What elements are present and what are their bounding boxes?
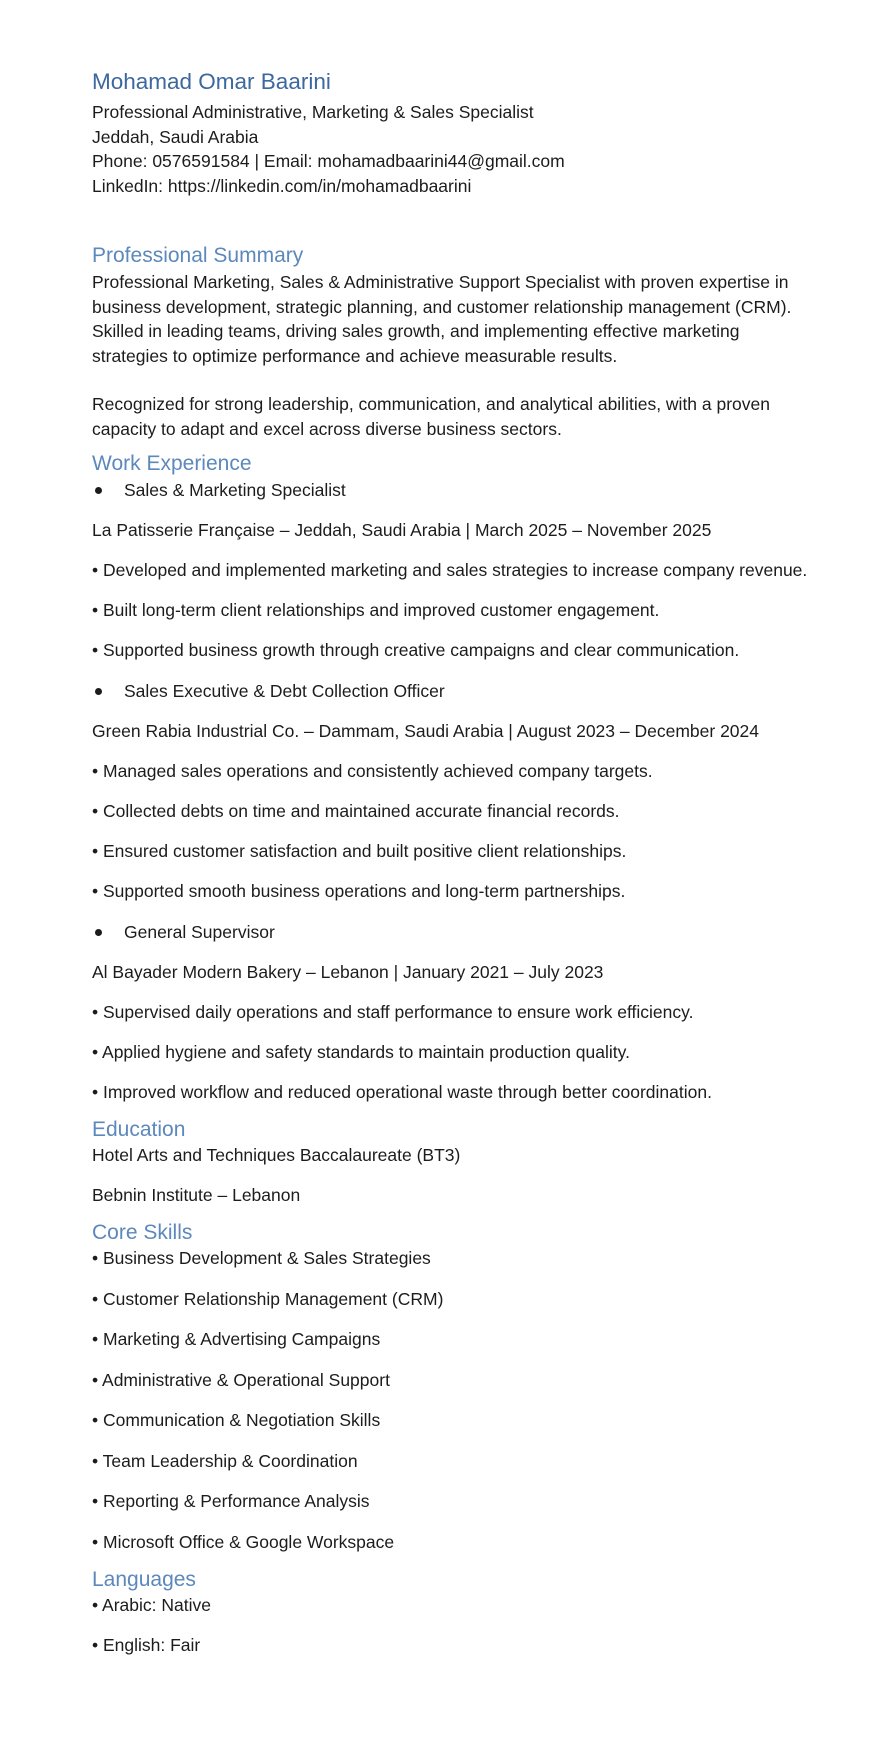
- summary-paragraph: Professional Marketing, Sales & Administrative Support Specialist with proven expertise in business development, strategic planning, and customer relationship management (CRM). Skilled in leading teams, driving sales growth, and implementing effective marketing strategies to optimize performance and achieve measurable results.: [92, 272, 792, 366]
- job-bullet: • Ensured customer satisfaction and built positive client relationships.: [92, 841, 627, 861]
- job-entry: [92, 478, 814, 662]
- job-company: Green Rabia Industrial Co. – Dammam, Saudi Arabia | August 2023 – December 2024: [92, 721, 759, 741]
- spacer: [92, 1207, 814, 1219]
- job-bullet: • Supervised daily operations and staff performance to ensure work efficiency.: [92, 1002, 694, 1022]
- job-bullet: • Built long-term client relationships and improved customer engagement.: [92, 600, 660, 620]
- candidate-title: Professional Administrative, Marketing & Sales Specialist: [92, 102, 534, 122]
- skill-item: • Administrative & Operational Support: [92, 1369, 390, 1390]
- job-bullet: • Collected debts on time and maintained accurate financial records.: [92, 801, 620, 821]
- job-entry: [92, 679, 814, 903]
- job-title: [92, 478, 814, 502]
- spacer: [92, 441, 814, 450]
- skill-item: • Communication & Negotiation Skills: [92, 1410, 381, 1430]
- candidate-name: Mohamad Omar Baarini: [92, 69, 331, 94]
- job-bullet: • Developed and implemented marketing and sales strategies to increase company revenue.: [92, 560, 808, 580]
- skill-item: • Customer Relationship Management (CRM): [92, 1288, 444, 1309]
- job-bullet: • Supported smooth business operations and long-term partnerships.: [92, 881, 626, 901]
- bullet-icon: [95, 487, 102, 494]
- skill-item: • Business Development & Sales Strategies: [92, 1248, 431, 1268]
- bullet-icon: [95, 929, 102, 936]
- section-heading-skills: Core Skills: [92, 1221, 193, 1244]
- spacer: [92, 368, 814, 392]
- summary-paragraph: Recognized for strong leadership, communication, and analytical abilities, with a proven capacity to adapt and excel across diverse business sectors.: [92, 394, 771, 439]
- job-title: [92, 920, 814, 944]
- languages-section: [92, 1566, 814, 1658]
- skill-item: • Team Leadership & Coordination: [92, 1450, 358, 1471]
- experience-section: [92, 450, 814, 1104]
- job-title-text: Sales Executive & Debt Collection Officer: [124, 681, 445, 701]
- resume-header: [92, 68, 814, 198]
- job-title-text: Sales & Marketing Specialist: [124, 480, 346, 500]
- skill-item: • Reporting & Performance Analysis: [92, 1491, 370, 1511]
- section-heading-summary: Professional Summary: [92, 244, 304, 267]
- skill-item: • Marketing & Advertising Campaigns: [92, 1329, 381, 1349]
- job-company: Al Bayader Modern Bakery – Lebanon | January 2021 – July 2023: [92, 962, 604, 982]
- section-heading-experience: Work Experience: [92, 452, 252, 475]
- job-bullet: • Supported business growth through creative campaigns and clear communication.: [92, 640, 740, 660]
- spacer: [92, 198, 814, 242]
- job-bullet: • Improved workflow and reduced operational waste through better coordination.: [92, 1082, 712, 1102]
- summary-section: [92, 242, 814, 441]
- job-company: La Patisserie Française – Jeddah, Saudi Arabia | March 2025 – November 2025: [92, 520, 712, 540]
- job-bullet: • Applied hygiene and safety standards to maintain production quality.: [92, 1042, 630, 1062]
- job-title-text: General Supervisor: [124, 922, 275, 942]
- skills-section: [92, 1219, 814, 1554]
- job-bullet: • Managed sales operations and consistently achieved company targets.: [92, 761, 653, 781]
- skill-item: • Microsoft Office & Google Workspace: [92, 1531, 395, 1552]
- job-entry: [92, 920, 814, 1104]
- language-item: • Arabic: Native: [92, 1594, 211, 1615]
- candidate-linkedin: LinkedIn: https://linkedin.com/in/mohamadbaarini: [92, 175, 472, 196]
- language-item: • English: Fair: [92, 1635, 201, 1655]
- education-section: [92, 1116, 814, 1207]
- section-heading-education: Education: [92, 1118, 186, 1141]
- spacer: [92, 1104, 814, 1116]
- education-degree: Hotel Arts and Techniques Baccalaureate (BT3): [92, 1145, 461, 1165]
- bullet-icon: [95, 688, 102, 695]
- candidate-contact: Phone: 0576591584 | Email: mohamadbaarini44@gmail.com: [92, 151, 565, 171]
- job-title: [92, 679, 814, 703]
- spacer: [92, 1554, 814, 1566]
- section-heading-languages: Languages: [92, 1567, 196, 1591]
- education-institute: Bebnin Institute – Lebanon: [92, 1185, 301, 1205]
- candidate-location: Jeddah, Saudi Arabia: [92, 126, 259, 147]
